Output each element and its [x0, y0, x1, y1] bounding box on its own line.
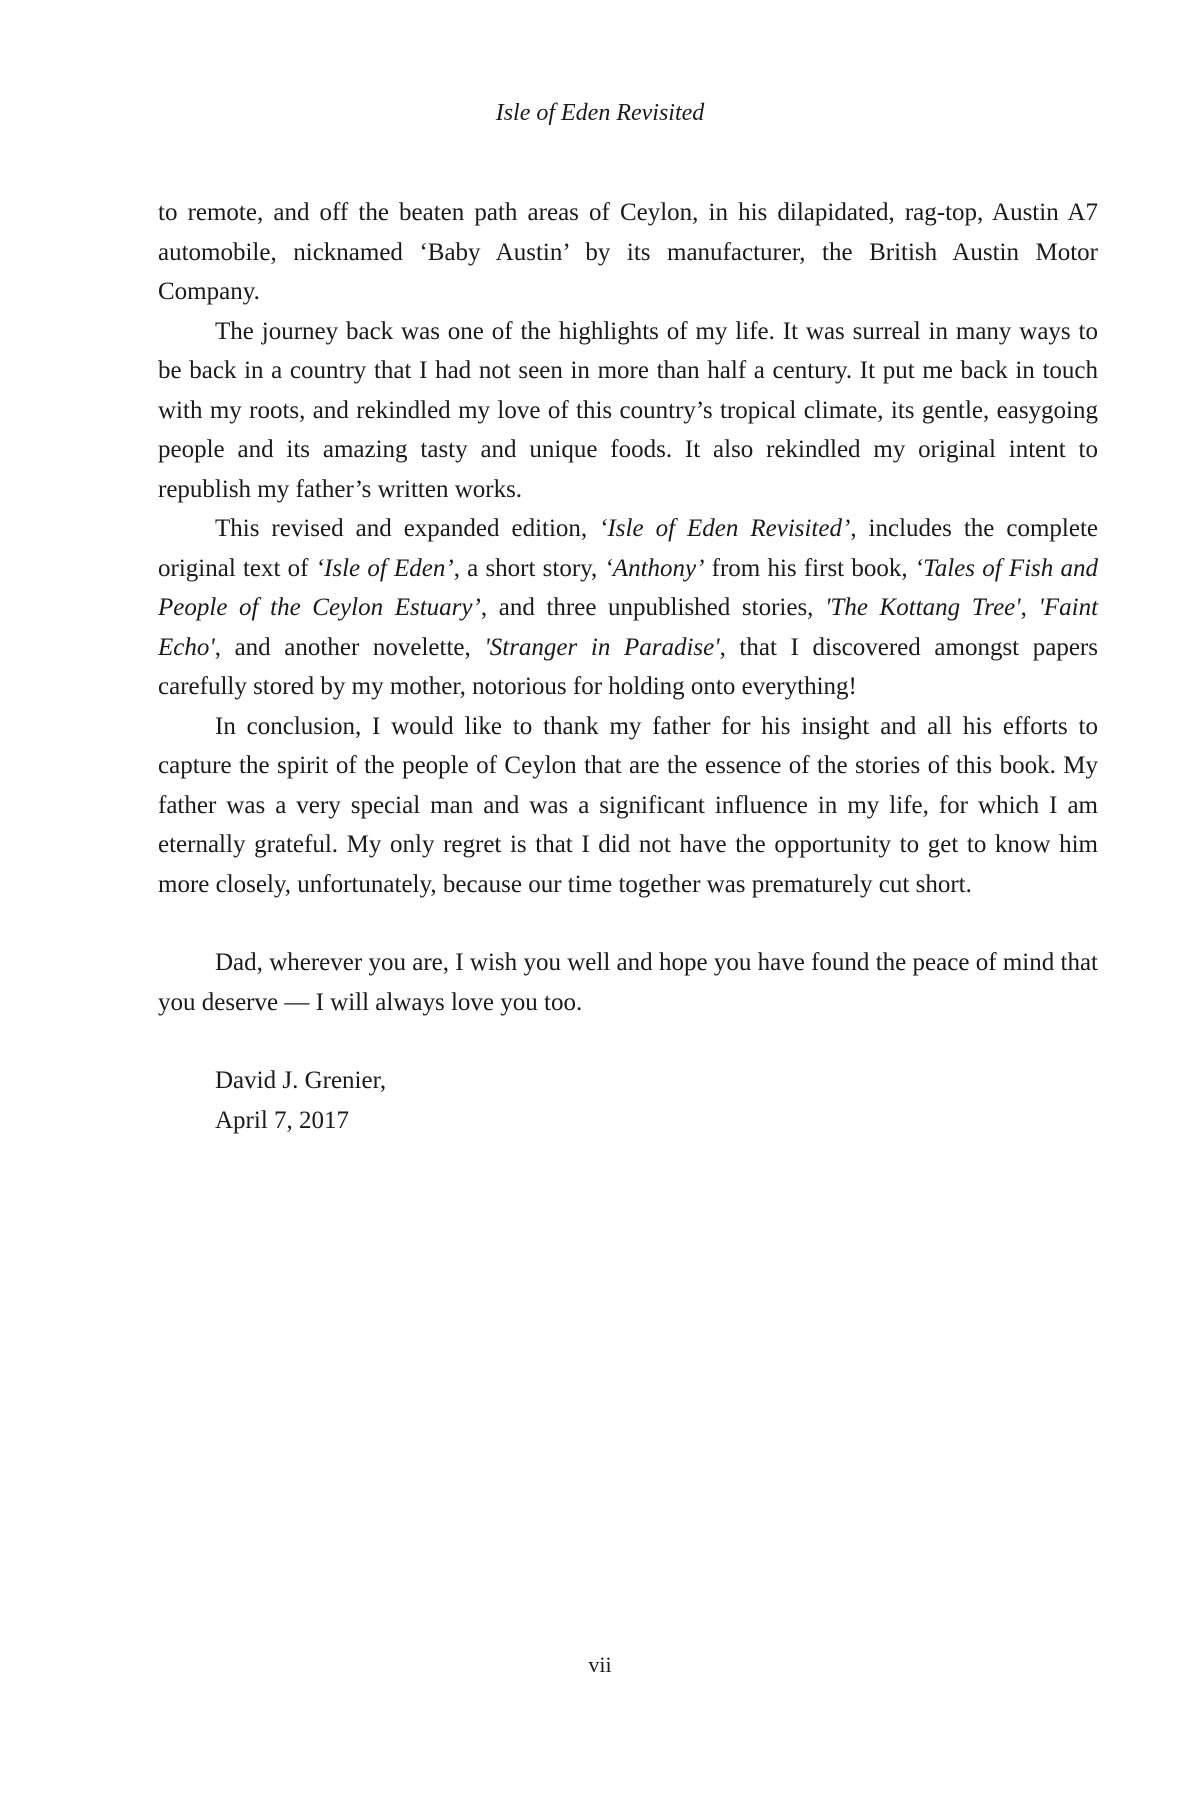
page-number: vii: [588, 1652, 612, 1677]
signature-block: [158, 1061, 1098, 1140]
running-title: Isle of Eden Revisited: [495, 100, 705, 126]
paragraph-journey: The journey back was one of the highlights of my life. It was surreal in many ways to be back in a country that I had not seen in more than half a century. It put me back in touch with my roots, and rekindled my love of this country’s tropical climate, its gentle, easygoing people and its amazing tasty and unique foods. It also rekindled my original intent to republish my father’s written works.: [158, 317, 1098, 503]
title-kottang-tree: 'The Kottang Tree': [825, 594, 1021, 621]
edition-text-5: , and three unpublished stories,: [480, 594, 826, 621]
title-isle-of-eden: ‘Isle of Eden’: [315, 554, 454, 582]
edition-text-6: ,: [1020, 594, 1039, 621]
edition-text-8: , that I discovered amongst papers carefully stored by my mother, notorious for holding onto everything!: [158, 633, 1098, 700]
title-stranger-in-paradise: 'Stranger in Paradise': [484, 633, 720, 661]
signature-date: April 7, 2017: [215, 1106, 350, 1134]
paragraph-edition: [158, 509, 1098, 707]
edition-text-4: from his first book,: [704, 554, 915, 582]
edition-text-1: This revised and expanded edition,: [215, 515, 600, 542]
edition-text-7: , and another novelette,: [214, 633, 485, 661]
title-tales-of-fish: ‘Tales of Fish and People of the Ceylon Estuary’: [158, 554, 1098, 621]
signature-name: David J. Grenier,: [215, 1067, 387, 1094]
body-text: [158, 193, 1098, 1140]
title-anthony: ‘Anthony’: [604, 554, 705, 582]
paragraph-dedication: Dad, wherever you are, I wish you well and hope you have found the peace of mind that you deserve — I will always love you too.: [158, 949, 1098, 1016]
title-isle-of-eden-revisited: ‘Isle of Eden Revisited’: [599, 515, 851, 542]
title-faint-echo: 'Faint Echo': [158, 594, 1099, 661]
edition-text-3: , a short story,: [453, 554, 605, 582]
paragraph-continuation: to remote, and off the beaten path areas of Ceylon, in his dilapidated, rag-top, Austin A7 automobile, nicknamed ‘Baby Austin’ by its manufacturer, the British Austin Motor Company.: [158, 199, 1098, 305]
edition-text-2: , includes the complete original text of: [158, 515, 1099, 582]
paragraph-conclusion: In conclusion, I would like to thank my father for his insight and all his efforts to capture the spirit of the people of Ceylon that are the essence of the stories of this book. My father was a very special man and was a significant influence in my life, for which I am eternally grateful. My only regret is that I did not have the opportunity to get to know him more closely, unfortunately, because our time together was prematurely cut short.: [158, 712, 1098, 898]
